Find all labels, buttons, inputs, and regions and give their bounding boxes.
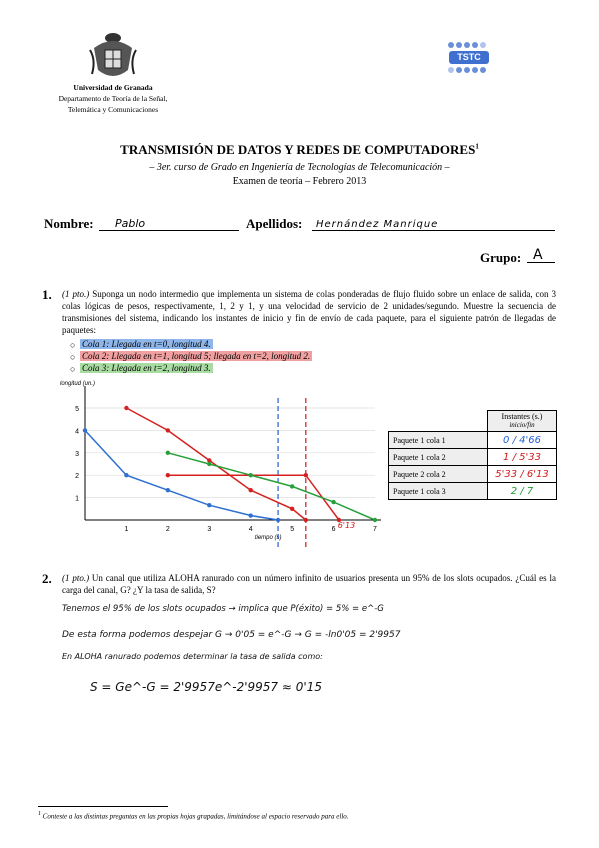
q2-statement: Un canal que utiliza ALOHA ranurado con un número infinito de usuarios presenta un 95% de los slots ocupados. ¿Cuál es la carga del canal, G? ¿Y la tasa de salida, S? bbox=[62, 573, 556, 595]
row-value[interactable]: 1 / 5'33 bbox=[488, 449, 557, 466]
x-tick-label: 6 bbox=[331, 526, 336, 533]
surname-label: Apellidos: bbox=[246, 216, 303, 231]
row-value[interactable]: 5'33 / 6'13 bbox=[488, 466, 557, 483]
y-axis-label: longitud (un.) bbox=[60, 381, 96, 387]
q1-points: (1 pto.) bbox=[62, 289, 90, 299]
data-point bbox=[373, 518, 377, 522]
university-crest-logo bbox=[88, 30, 138, 82]
data-point bbox=[83, 428, 87, 432]
data-point bbox=[166, 451, 170, 455]
series-line bbox=[126, 408, 305, 520]
y-tick-label: 4 bbox=[75, 428, 79, 436]
y-tick-label: 1 bbox=[75, 495, 79, 503]
data-point bbox=[276, 518, 280, 522]
data-point bbox=[124, 473, 128, 477]
y-tick-label: 2 bbox=[75, 473, 79, 481]
q2-answer-line-3: En ALOHA ranurado podemos determinar la tasa de salida como: bbox=[62, 652, 323, 661]
data-point bbox=[207, 462, 211, 466]
q2-answer-line-1: Tenemos el 95% de los slots ocupados → implica que P(éxito) = 5% = e^-G bbox=[62, 604, 384, 614]
surname-field[interactable] bbox=[312, 214, 555, 231]
data-point bbox=[290, 507, 294, 511]
table-row bbox=[389, 483, 557, 500]
data-point bbox=[166, 488, 170, 492]
data-point bbox=[124, 406, 128, 410]
q1-option-1-text: Cola 1: Llegada en t=0, longitud 4. bbox=[82, 339, 211, 349]
series-line bbox=[168, 453, 375, 520]
footnote-text: Conteste a las distintas preguntas en las propias hojas grapadas, limitándose al espacio reservado para ello. bbox=[42, 812, 349, 821]
q2-answer-line-2: De esta forma podemos despejar G → 0'05 = e^-G → G = -ln0'05 = 2'9957 bbox=[62, 630, 401, 640]
university-block bbox=[38, 82, 188, 115]
university-name: Universidad de Granada bbox=[73, 83, 153, 92]
q2-answer-line-4: S = Ge^-G = 2'9957e^-2'9957 ≈ 0'15 bbox=[90, 680, 322, 694]
row-label: Paquete 1 cola 2 bbox=[389, 449, 488, 466]
x-tick-label: 5 bbox=[290, 526, 295, 533]
tstc-logo-text: TSTC bbox=[457, 52, 481, 62]
x-tick-label: 7 bbox=[373, 526, 377, 533]
data-point bbox=[304, 518, 308, 522]
name-value: Pablo bbox=[115, 217, 146, 230]
x-tick-label: 1 bbox=[124, 526, 129, 533]
bullet-icon: ○ bbox=[70, 352, 76, 362]
q1-chart bbox=[60, 378, 390, 548]
x-tick-label: 2 bbox=[165, 526, 170, 533]
q1-answer-table bbox=[388, 410, 557, 500]
table-subheader: inicio/fin bbox=[509, 421, 535, 429]
table-row bbox=[389, 432, 557, 449]
q2-number: 2. bbox=[42, 571, 52, 586]
footnote-divider bbox=[38, 806, 168, 807]
row-label: Paquete 2 cola 2 bbox=[389, 466, 488, 483]
q1-text bbox=[62, 288, 556, 336]
y-tick-label: 3 bbox=[75, 450, 79, 458]
x-tick-label: 3 bbox=[207, 526, 212, 533]
table-row bbox=[389, 449, 557, 466]
data-point bbox=[207, 503, 211, 507]
data-point bbox=[249, 473, 253, 477]
row-label: Paquete 1 cola 3 bbox=[389, 483, 488, 500]
table-header-text: Instantes (s.) bbox=[501, 412, 543, 421]
surname-value: Hernández Manrique bbox=[316, 219, 439, 230]
data-point bbox=[249, 513, 253, 517]
title-footnote-mark: 1 bbox=[475, 142, 479, 151]
exam-title bbox=[0, 142, 599, 158]
bullet-icon: ○ bbox=[70, 340, 76, 350]
q1-bullets bbox=[70, 339, 75, 375]
q1-option-2 bbox=[80, 351, 312, 362]
name-label: Nombre: bbox=[44, 216, 94, 231]
footnote-mark: 1 bbox=[38, 811, 41, 817]
exam-date: Examen de teoría – Febrero 2013 bbox=[232, 176, 367, 187]
data-point bbox=[331, 500, 335, 504]
data-point bbox=[166, 473, 170, 477]
exam-title-text: TRANSMISIÓN DE DATOS Y REDES DE COMPUTADORES bbox=[120, 142, 476, 157]
x-tick-label: 4 bbox=[248, 526, 253, 533]
q2-text bbox=[62, 572, 556, 596]
q1-statement: Suponga un nodo intermedio que implementa un sistema de colas ponderadas de flujo fluido sobre un enlace de salida, con 3 colas lógicas de pesos, respectivamente, 1, 2 y 1, y una velocidad de servicio de 2 unidades/segundo. Muestre la secuencia de transmisiones del sistema, indicando los instantes de inicio y fin de envío de cada paquete, para el siguiente patrón de llegadas de paquetes: bbox=[62, 289, 557, 335]
annotation-label: 6'13 bbox=[337, 521, 356, 530]
row-value[interactable]: 0 / 4'66 bbox=[488, 432, 557, 449]
q1-option-3-text: Cola 3: Llegada en t=2, longitud 3. bbox=[82, 363, 211, 373]
q1-option-3 bbox=[80, 363, 213, 374]
bullet-icon: ○ bbox=[70, 364, 76, 374]
table-header bbox=[488, 411, 557, 432]
row-label: Paquete 1 cola 1 bbox=[389, 432, 488, 449]
data-point bbox=[290, 484, 294, 488]
department-line-1: Departamento de Teoría de la Señal, bbox=[58, 94, 168, 103]
q1-option-1 bbox=[80, 339, 213, 350]
q2-points: (1 pto.) bbox=[62, 573, 90, 583]
x-axis-label: tiempo (s) bbox=[254, 535, 282, 541]
name-field[interactable] bbox=[99, 214, 239, 231]
group-field[interactable] bbox=[527, 246, 555, 263]
group-label: Grupo: bbox=[480, 250, 522, 265]
table-row bbox=[389, 466, 557, 483]
footnote bbox=[38, 811, 349, 820]
data-point bbox=[249, 488, 253, 492]
department-line-2: Telemática y Comunicaciones bbox=[67, 105, 159, 114]
data-point bbox=[304, 473, 308, 477]
q1-number: 1. bbox=[42, 287, 52, 302]
course-line: – 3er. curso de Grado en Ingeniería de Tecnologías de Telecomunicación – bbox=[149, 162, 450, 173]
y-tick-label: 5 bbox=[75, 406, 79, 413]
group-value: A bbox=[533, 247, 543, 263]
q1-option-2-text: Cola 2: Llegada en t=1, longitud 5; llegada en t=2, longitud 2. bbox=[82, 351, 311, 361]
tstc-logo bbox=[445, 40, 495, 76]
data-point bbox=[166, 428, 170, 432]
row-value[interactable]: 2 / 7 bbox=[488, 483, 557, 500]
